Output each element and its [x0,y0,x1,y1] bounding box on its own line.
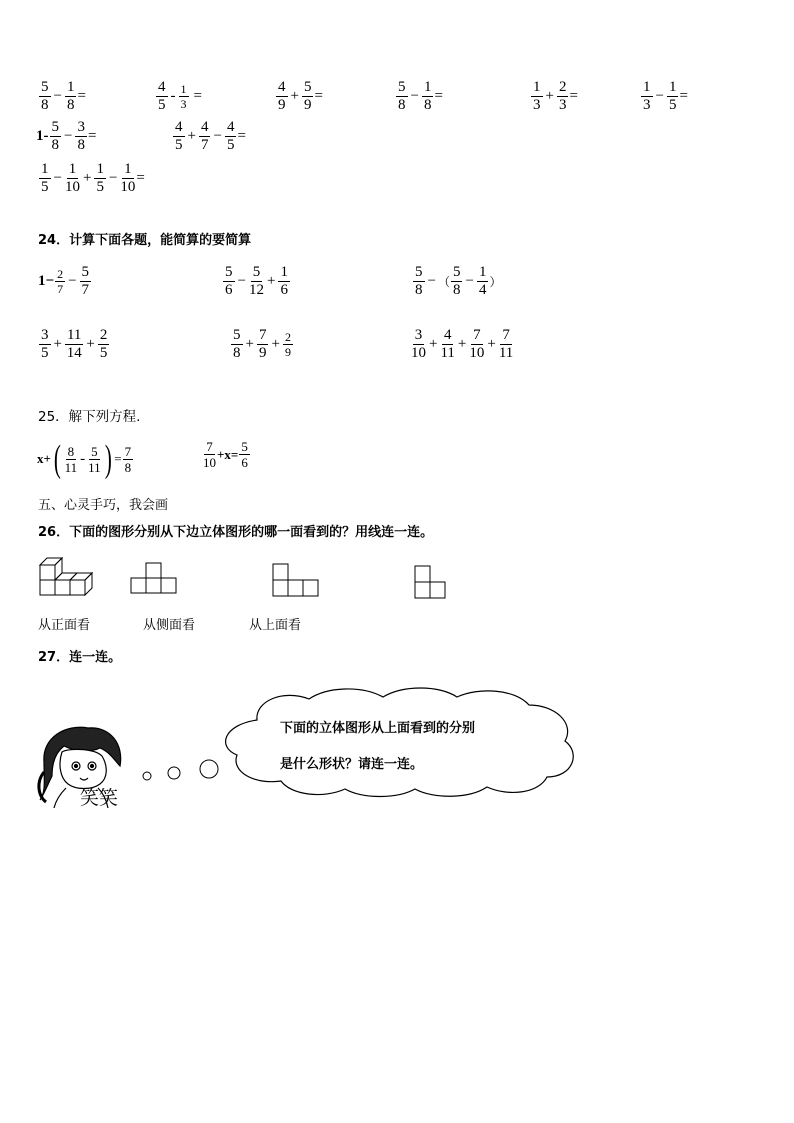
fraction: $\frac{1}{8}$ [66,79,75,113]
q25-equation-1: x+ ( $\frac{8}{11}$ - $\frac{5}{11}$ ) = $\frac{7}{8}$ [37,438,132,480]
fraction: $\frac{5}{6}$ [225,264,233,298]
q24-expr-1: 1− $\frac{2}{7}$ − $\frac{5}{7}$ [38,264,90,298]
q25-equation-2: $\frac{7}{10}$ +x= $\frac{5}{6}$ [203,439,248,470]
character-name: 笑笑 [80,787,119,809]
fraction: $\frac{7}{11}$ [498,327,514,361]
q24-expr-2: $\frac{5}{6}$ − $\frac{5}{12}$ + $\frac{1}{6}$ [225,264,288,298]
fraction: $\frac{5}{7}$ [81,264,90,298]
fraction: $\frac{3}{5}$ [41,327,49,361]
left-paren: ( [53,438,61,480]
fraction: $\frac{5}{11}$ [88,443,101,475]
fraction: $\frac{1}{5}$ [41,161,49,195]
expr-row3: $\frac{1}{5}$ − $\frac{1}{10}$ + $\frac{1}{5}$ − $\frac{1}{10}$ = [41,161,145,195]
fraction: $\frac{7}{9}$ [258,327,267,361]
question-25-title: 25．解下列方程. [38,409,141,425]
q24-expr-4: $\frac{3}{5}$ + $\frac{11}{14}$ + $\frac{2}{5}$ [41,327,108,361]
fraction: $\frac{5}{8}$ [41,79,49,113]
fraction: $\frac{1}{4}$ [478,264,487,298]
label-side-view: 从侧面看 [143,618,196,633]
fraction: $\frac{5}{8}$ [452,264,461,298]
fraction: $\frac{4}{7}$ [200,119,209,153]
fraction: $\frac{5}{8}$ [398,79,406,113]
right-paren: ) [104,438,112,480]
expr-row1-6: $\frac{1}{3}$ − $\frac{1}{5}$ = [643,79,688,113]
fraction: $\frac{2}{5}$ [99,327,108,361]
fraction: $\frac{4}{11}$ [440,327,455,361]
label-front-view: 从正面看 [38,618,91,633]
expr-row1-5: $\frac{1}{3}$ + $\frac{2}{3}$ = [533,79,578,113]
q24-expr-6: $\frac{3}{10}$ + $\frac{4}{11}$ + $\frac{7}{10}$ + $\frac{7}{11}$ [411,327,514,361]
expr-row2-1: 1- $\frac{5}{8}$ − $\frac{3}{8}$ = [36,119,97,153]
fraction: $\frac{5}{8}$ [415,264,423,298]
q24-expr-5: $\frac{5}{8}$ + $\frac{7}{9}$ + $\frac{2}{9}$ [233,327,291,361]
fraction: $\frac{11}{14}$ [66,327,82,361]
fraction: $\frac{1}{5}$ [96,161,104,195]
fraction: $\frac{4}{5}$ [175,119,183,153]
fraction: $\frac{7}{10}$ [203,439,216,470]
view-shape-3 [413,564,449,600]
fraction: $\frac{1}{3}$ [533,79,541,113]
fraction: $\frac{1}{10}$ [64,161,80,195]
expr-row1-3: $\frac{4}{9}$ + $\frac{5}{9}$ = [278,79,323,113]
fraction: $\frac{4}{9}$ [278,79,286,113]
fraction: $\frac{2}{3}$ [558,79,567,113]
fraction: $\frac{3}{10}$ [411,327,426,361]
question-26-title: 26．下面的图形分别从下边立体图形的哪一面看到的？用线连一连。 [38,525,434,540]
fraction: $\frac{7}{8}$ [124,443,132,475]
fraction: $\frac{2}{9}$ [284,330,291,359]
cloud-text-line-1: 下面的立体图形从上面看到的分别 [280,721,476,736]
fraction: $\frac{4}{5}$ [158,79,166,113]
expr-row1-1: $\frac{5}{8}$ − $\frac{1}{8}$ = [41,79,86,113]
fraction: $\frac{4}{5}$ [226,119,235,153]
thought-bubbles [140,755,225,785]
expr-row1-4: $\frac{5}{8}$ − $\frac{1}{8}$ = [398,79,443,113]
section-5-title: 五、心灵手巧，我会画 [38,498,169,513]
fraction: $\frac{1}{6}$ [280,264,288,298]
expr-row2-2: $\frac{4}{5}$ + $\frac{4}{7}$ − $\frac{4}{5}$ = [175,119,246,153]
fraction: $\frac{5}{8}$ [233,327,241,361]
fraction: $\frac{2}{7}$ [57,267,64,296]
q24-expr-3: $\frac{5}{8}$ − （ $\frac{5}{8}$ − $\frac{1}{4}$ ） [415,264,502,298]
fraction: $\frac{3}{8}$ [77,119,85,153]
expr-row1-2: $\frac{4}{5}$ - $\frac{1}{3}$ = [158,79,202,113]
fraction: $\frac{5}{6}$ [241,439,248,470]
question-24-title: 24．计算下面各题，能简算的要简算 [38,233,252,248]
fraction: $\frac{1}{3}$ [643,79,651,113]
fraction: $\frac{1}{5}$ [668,79,677,113]
fraction: $\frac{5}{9}$ [303,79,312,113]
label-top-view: 从上面看 [249,618,302,633]
speech-cloud [217,685,583,800]
question-27-title: 27．连一连。 [38,650,122,665]
fraction: $\frac{1}{10}$ [120,161,136,195]
fraction: $\frac{8}{11}$ [64,443,78,475]
fraction: $\frac{5}{8}$ [51,119,59,153]
solid-figure [38,553,102,598]
cloud-text-line-2: 是什么形状？请连一连。 [280,757,424,772]
fraction: $\frac{1}{8}$ [423,79,432,113]
fraction: $\frac{5}{12}$ [248,264,264,298]
fraction: $\frac{1}{3}$ [180,82,187,111]
view-shape-2 [271,562,321,598]
fraction: $\frac{7}{10}$ [469,327,485,361]
view-shape-1 [130,560,178,596]
